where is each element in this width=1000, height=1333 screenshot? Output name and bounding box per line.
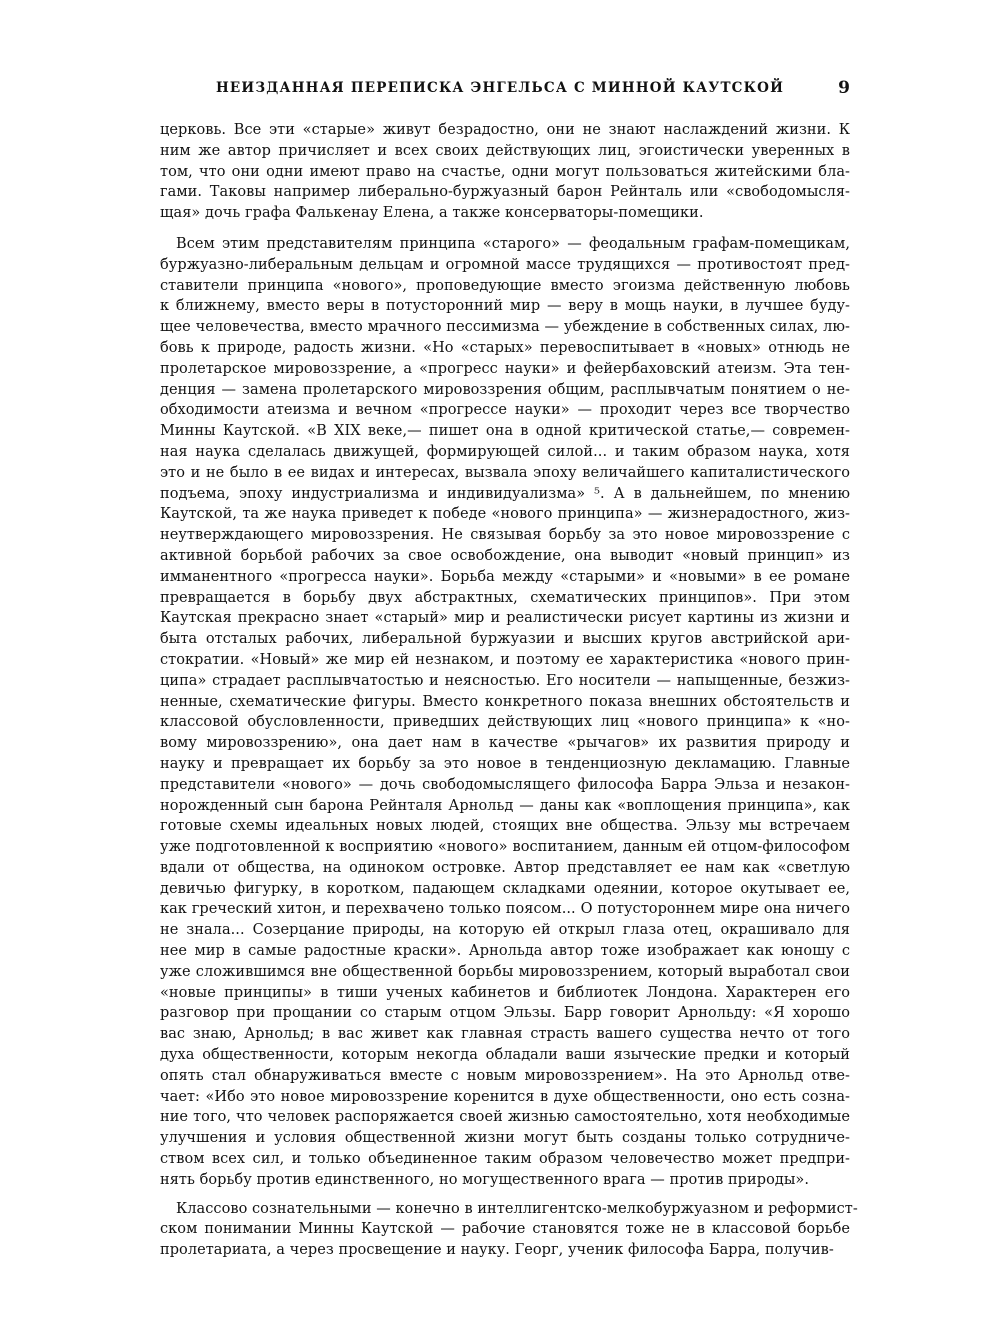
text-line: ством всех сил, и только объединенное таким образом человечество может предпри- bbox=[160, 1151, 850, 1168]
text-line: вому мировоззрению», она дает нам в качестве «рычагов» их развития природу и bbox=[160, 735, 850, 752]
text-line: уже сложившимся вне общественной борьбы мировоззрением, который выработал свои bbox=[160, 963, 850, 980]
text-line: улучшения и условия общественной жизни могут быть созданы только сотрудниче- bbox=[160, 1130, 850, 1147]
text-line: Классово сознательными — конечно в интеллигентско-мелкобуржуазном и реформист- bbox=[176, 1200, 858, 1217]
text-line: как греческий хитон, и перехвачено только поясом... О потустороннем мире она ничего bbox=[160, 901, 850, 918]
text-line: ском понимании Минны Каутской — рабочие становятся тоже не в классовой борьбе bbox=[160, 1221, 850, 1238]
text-line: превращается в борьбу двух абстрактных, схематических принципов». При этом bbox=[160, 589, 850, 606]
text-line: нее мир в самые радостные краски». Арнольда автор тоже изображает как юношу с bbox=[160, 943, 850, 960]
text-line: Минны Каутской. «В XIX веке,— пишет она в одной критической статье,— современ- bbox=[160, 423, 850, 440]
paragraph bbox=[160, 1199, 858, 1261]
text-line: гами. Таковы например либерально-буржуазный барон Рейнталь или «свободомысля- bbox=[160, 184, 850, 201]
paragraph bbox=[160, 234, 850, 1191]
text-line: духа общественности, которым некогда обладали ваши языческие предки и который bbox=[160, 1047, 850, 1064]
text-line: Каутской, та же наука приведет к победе «нового принципа» — жизнерадостного, жиз- bbox=[160, 506, 850, 523]
text-line: это и не было в ее видах и интересах, вызвала эпоху величайшего капиталистического bbox=[160, 464, 850, 481]
text-line: стократии. «Новый» же мир ей незнаком, и поэтому ее характеристика «нового прин- bbox=[160, 651, 850, 668]
text-line: «новые принципы» в тиши ученых кабинетов и библиотек Лондона. Характерен его bbox=[160, 984, 850, 1001]
text-line: классовой обусловленности, приведших действующих лиц «нового принципа» к «но- bbox=[160, 714, 850, 731]
text-line: представители «нового» — дочь свободомыслящего философа Барра Эльза и незакон- bbox=[160, 776, 850, 793]
text-line: обходимости атеизма и вечном «прогрессе науки» — проходит через все творчество bbox=[160, 402, 850, 419]
text-line: бовь к природе, радость жизни. «Но «старых» перевоспитывает в «новых» отнюдь не bbox=[160, 339, 850, 356]
text-line: Каутская прекрасно знает «старый» мир и реалистически рисует картины из жизни и bbox=[160, 610, 850, 627]
text-line: денция — замена пролетарского мировоззрения общим, расплывчатым понятием о не- bbox=[160, 381, 850, 398]
text-line: активной борьбой рабочих за свое освобождение, она выводит «новый принцип» из bbox=[160, 547, 850, 564]
text-line: буржуазно-либеральным дельцам и огромной массе трудящихся — противостоят пред- bbox=[160, 256, 850, 273]
text-line: ненные, схематические фигуры. Вместо конкретного показа внешних обстоятельств и bbox=[160, 693, 850, 710]
text-line: ставители принципа «нового», проповедующие вместо эгоизма действенную любовь bbox=[160, 277, 850, 294]
running-head bbox=[150, 80, 850, 104]
text-line: том, что они одни имеют право на счастье, одни могут пользоваться житейскими бла- bbox=[160, 163, 850, 180]
text-line: щая» дочь графа Фалькенау Елена, а также консерваторы-помещики. bbox=[160, 205, 704, 222]
text-line: пролетарское мировоззрение, а «прогресс науки» и фейербаховский атеизм. Эта тен- bbox=[160, 360, 850, 377]
text-line: ним же автор причисляет и всех своих действующих лиц, эгоистически уверенных в bbox=[160, 142, 850, 159]
text-line: ние того, что человек распоряжается своей жизнью самостоятельно, хотя необходимые bbox=[160, 1109, 850, 1126]
text-line: готовые схемы идеальных новых людей, стоящих вне общества. Эльзу мы встречаем bbox=[160, 818, 850, 835]
text-line: опять стал обнаруживаться вместе с новым мировоззрением». На это Арнольд отве- bbox=[160, 1067, 850, 1084]
running-title: НЕИЗДАННАЯ ПЕРЕПИСКА ЭНГЕЛЬСА С МИННОЙ КАУТСКОЙ bbox=[215, 80, 785, 96]
text-line: ципа» страдает расплывчатостью и неясностью. Его носители — напыщенные, безжиз- bbox=[160, 672, 850, 689]
paragraph bbox=[160, 120, 850, 224]
text-line: разговор при прощании со старым отцом Эльзы. Барр говорит Арнольду: «Я хорошо bbox=[160, 1005, 850, 1022]
page-number: 9 bbox=[838, 78, 850, 98]
text-line: имманентного «прогресса науки». Борьба между «старыми» и «новыми» в ее романе bbox=[160, 568, 850, 585]
text-line: подъема, эпоху индустриализма и индивидуализма» ⁵. А в дальнейшем, по мнению bbox=[160, 485, 850, 502]
text-line: быта отсталых рабочих, либеральной буржуазии и высших кругов австрийской ари- bbox=[160, 631, 850, 648]
text-line: нять борьбу против единственного, но могущественного врага — против природы». bbox=[160, 1171, 809, 1188]
text-line: уже подготовленной к восприятию «нового» воспитанием, данным ей отцом-философом bbox=[160, 839, 850, 856]
text-line: к ближнему, вместо веры в потусторонний мир — веру в мощь науки, в лучшее буду- bbox=[160, 298, 850, 315]
text-line: неутверждающего мировоззрения. Не связывая борьбу за это новое мировоззрение с bbox=[160, 527, 850, 544]
text-line: церковь. Все эти «старые» живут безрадостно, они не знают наслаждений жизни. К bbox=[160, 122, 850, 138]
text-line: ная наука сделалась движущей, формирующей силой... и таким образом наука, хотя bbox=[160, 443, 850, 460]
text-line: девичью фигурку, в коротком, падающем складками одеянии, которое окутывает ее, bbox=[160, 880, 850, 897]
text-line: Всем этим представителям принципа «старого» — феодальным графам-помещикам, bbox=[176, 235, 850, 252]
text-line: чает: «Ибо это новое мировоззрение коренится в духе общественности, оно есть созна- bbox=[160, 1088, 850, 1105]
text-line: пролетариата, а через просвещение и науку. Георг, ученик философа Барра, получив- bbox=[160, 1242, 834, 1259]
text-line: вас знаю, Арнольд; в вас живет как главная страсть вашего существа нечто от того bbox=[160, 1026, 850, 1043]
text-line: науку и превращает их борьбу за это новое в тенденциозную декламацию. Главные bbox=[160, 755, 850, 772]
text-line: щее человечества, вместо мрачного пессимизма — убеждение в собственных силах, лю- bbox=[160, 319, 850, 336]
text-line: вдали от общества, на одиноком островке. Автор представляет ее нам как «светлую bbox=[160, 859, 850, 876]
text-line: не знала... Созерцание природы, на которую ей открыл глаза отец, окрашивало для bbox=[160, 922, 850, 939]
body-text bbox=[160, 120, 858, 1271]
text-line: норожденный сын барона Рейнталя Арнольд — даны как «воплощения принципа», как bbox=[160, 797, 850, 814]
